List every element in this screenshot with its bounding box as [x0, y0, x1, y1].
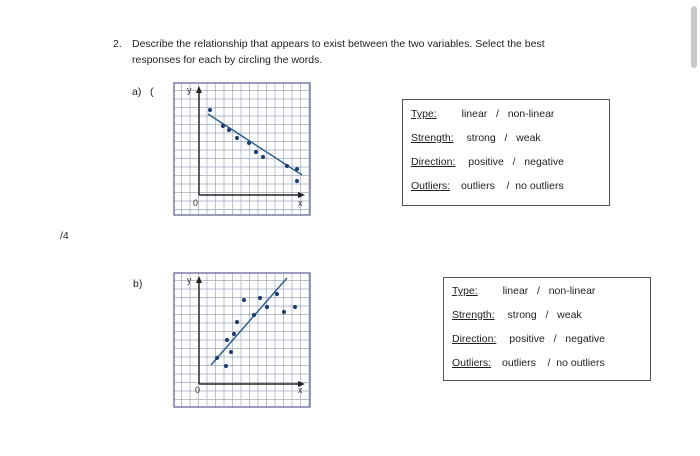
graph-b-point: [225, 338, 229, 342]
graph-b-point: [242, 298, 246, 302]
type-label: Type:: [452, 285, 478, 297]
graph-b-point: [265, 305, 269, 309]
part-b-label: b): [133, 278, 143, 290]
graph-a-point: [221, 124, 225, 128]
graph-b-point: [258, 296, 262, 300]
graph-b-point: [235, 320, 239, 324]
question-text-line2: responses for each by circling the words.: [132, 54, 323, 66]
outliers-choices[interactable]: outliers / no outliers: [461, 180, 564, 192]
graph-b-y-arrow: [196, 276, 202, 283]
part-a-label: a): [132, 86, 142, 98]
graph-a-points: [208, 108, 299, 183]
type-label: Type:: [411, 108, 437, 120]
graph-b-point: [282, 310, 286, 314]
strength-choices[interactable]: strong / weak: [507, 309, 582, 321]
graph-b-point: [275, 292, 279, 296]
graph-b-point: [293, 305, 297, 309]
outliers-choices[interactable]: outliers / no outliers: [502, 357, 605, 369]
option-row-outliers-b: [452, 357, 605, 369]
strength-label: Strength:: [411, 132, 454, 144]
graph-a: [173, 82, 311, 216]
option-row-direction-b: [452, 333, 605, 345]
options-box-b: [443, 277, 651, 381]
graph-a-point: [208, 108, 212, 112]
strength-choices[interactable]: strong / weak: [466, 132, 541, 144]
direction-choices[interactable]: positive / negative: [468, 156, 565, 168]
option-row-type-a: [411, 108, 554, 120]
graph-b-trend-line: [211, 278, 287, 365]
graph-b-x-label: x: [298, 385, 303, 395]
graph-a-y-arrow: [196, 86, 202, 93]
outliers-label: Outliers:: [411, 180, 451, 192]
graph-a-x-label: x: [298, 198, 303, 208]
direction-choices[interactable]: positive / negative: [509, 333, 606, 345]
type-choices[interactable]: linear / non-linear: [461, 108, 555, 120]
graph-b-point: [252, 313, 256, 317]
option-row-strength-b: [452, 309, 582, 321]
graph-a-point: [254, 150, 258, 154]
type-choices[interactable]: linear / non-linear: [502, 285, 596, 297]
strength-label: Strength:: [452, 309, 495, 321]
graph-b-point: [229, 350, 233, 354]
graph-a-origin-label: 0: [193, 198, 199, 208]
option-row-outliers-a: [411, 180, 564, 192]
direction-label: Direction:: [452, 333, 497, 345]
graph-a-point: [261, 155, 265, 159]
graph-b-origin-label: 0: [195, 385, 201, 395]
graph-a-point: [247, 141, 251, 145]
score-label: /4: [60, 230, 69, 242]
option-row-direction-a: [411, 156, 564, 168]
graph-b-point: [215, 356, 219, 360]
graph-b-point: [232, 332, 236, 336]
graph-a-y-label: y: [187, 85, 192, 95]
direction-label: Direction:: [411, 156, 456, 168]
graph-b-y-label: y: [187, 275, 192, 285]
graph-b-point: [224, 364, 228, 368]
part-a-stray-mark: (: [150, 86, 154, 98]
scrollbar-thumb[interactable]: [691, 6, 697, 68]
question-text-line1: Describe the relationship that appears to exist between the two variables. Select the best: [132, 38, 545, 50]
graph-a-point: [227, 128, 231, 132]
option-row-type-b: [452, 285, 595, 297]
graph-b: [173, 272, 311, 408]
outliers-label: Outliers:: [452, 357, 492, 369]
option-row-strength-a: [411, 132, 541, 144]
graph-a-point: [235, 136, 239, 140]
graph-a-point: [285, 164, 289, 168]
graph-a-point: [295, 179, 299, 183]
question-number: 2.: [113, 38, 122, 50]
graph-a-point: [295, 167, 299, 171]
options-box-a: [402, 99, 610, 206]
